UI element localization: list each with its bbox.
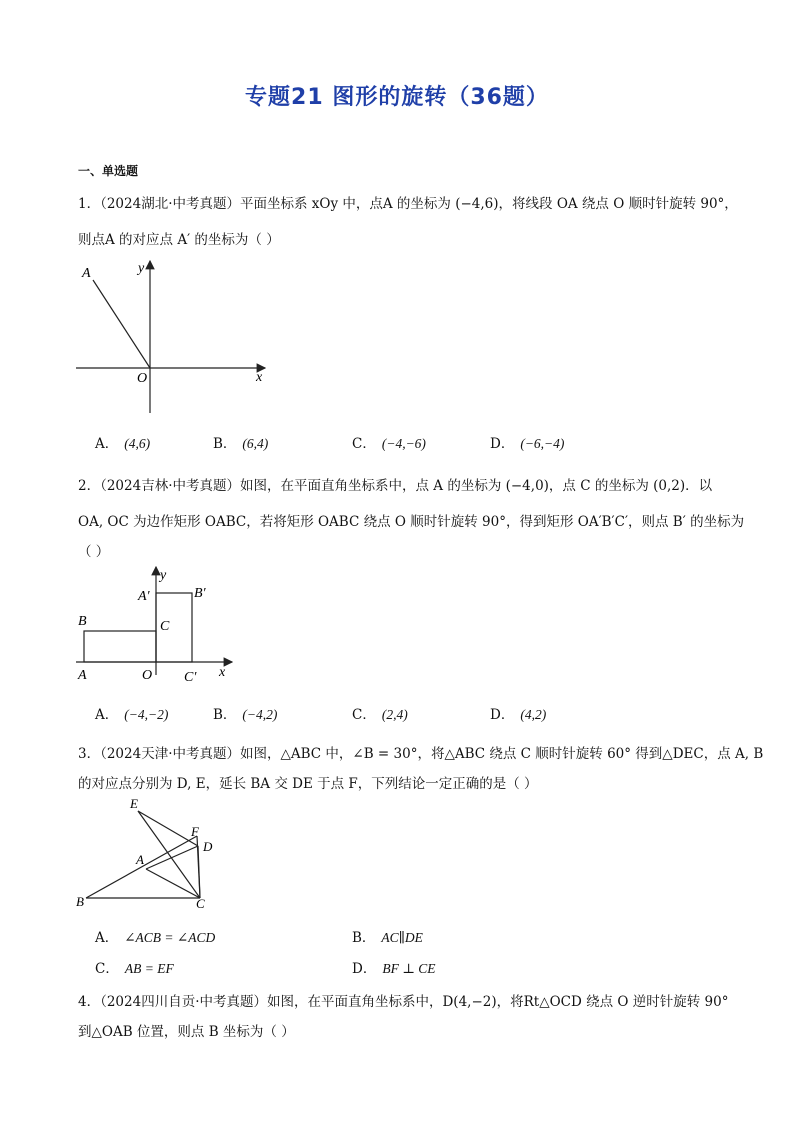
q1-option-a[interactable]: A． (4,6) — [95, 436, 151, 452]
q3-option-a[interactable]: A． ∠ACB = ∠ACD — [95, 930, 216, 946]
q2-option-b[interactable]: B． (−4,2) — [213, 707, 278, 723]
q3-option-b[interactable]: B． AC∥DE — [352, 930, 423, 946]
q2-label-c-prime: C′ — [184, 670, 197, 685]
q2-text-line2: OA, OC 为边作矩形 OABC，若将矩形 OABC 绕点 O 顺时针旋转 90°，得到矩形 OA′B′C′，则点 B′ 的坐标为 — [78, 514, 745, 530]
q3-label-a: A — [136, 852, 144, 867]
q1-label-x: x — [256, 370, 263, 385]
q2-figure — [72, 563, 247, 688]
q3-option-d[interactable]: D． BF ⊥ CE — [352, 961, 436, 977]
q2-rect-oabc — [84, 631, 156, 662]
q3-text-line2: 的对应点分别为 D, E，延长 BA 交 DE 于点 F，下列结论一定正确的是（ ） — [78, 776, 538, 792]
q3-label-f: F — [191, 824, 199, 839]
q1-option-b[interactable]: B． (6,4) — [213, 436, 269, 452]
q3-label-c: C — [196, 896, 205, 911]
section-heading: 一、单选题 — [78, 164, 139, 178]
q2-option-c[interactable]: C． (2,4) — [352, 707, 408, 723]
q1-text-line1: 1．（2024湖北·中考真题）平面坐标系 xOy 中，点A 的坐标为 (−4,6)，将线段 OA 绕点 O 顺时针旋转 90°， — [78, 196, 738, 212]
q2-label-o: O — [142, 668, 153, 683]
q2-label-b: B — [78, 614, 87, 629]
page-title: 专题21 图形的旋转（36题） — [245, 85, 549, 110]
q2-label-c: C — [160, 619, 170, 634]
q3-figure — [72, 796, 222, 911]
q3-label-d: D — [203, 839, 213, 854]
q2-label-a-prime: A′ — [138, 589, 150, 604]
q3-segment-bf — [86, 836, 197, 898]
q3-segment-fc — [197, 836, 200, 898]
q2-label-b-prime: B′ — [194, 586, 206, 601]
q2-option-d[interactable]: D． (4,2) — [490, 707, 547, 723]
q1-option-c[interactable]: C． (−4,−6) — [352, 436, 426, 452]
q3-label-e: E — [130, 796, 138, 811]
q2-text-line3: （ ） — [78, 544, 110, 560]
q1-label-y: y — [138, 261, 145, 276]
q3-option-c[interactable]: C． AB = EF — [95, 961, 174, 977]
q3-label-b: B — [76, 894, 84, 909]
q1-label-o: O — [137, 371, 148, 386]
q2-label-a: A — [78, 668, 87, 683]
q3-segment-ed — [138, 811, 198, 846]
q3-segment-ac — [146, 869, 200, 898]
q3-text-line1: 3．（2024天津·中考真题）如图，△ABC 中，∠B = 30°，将△ABC 绕点 C 顺时针旋转 60° 得到△DEC，点 A, B — [78, 746, 764, 762]
q4-text-line1: 4．（2024四川自贡·中考真题）如图，在平面直角坐标系中，D(4,−2)，将Rt△OCD 绕点 O 逆时针旋转 90° — [78, 994, 729, 1010]
q1-label-a: A — [82, 266, 91, 281]
q1-segment-oa — [93, 280, 150, 368]
q2-option-a[interactable]: A． (−4,−2) — [95, 707, 169, 723]
q2-text-line1: 2．（2024吉林·中考真题）如图，在平面直角坐标系中，点 A 的坐标为 (−4,0)，点 C 的坐标为 (0,2)．以 — [78, 478, 713, 494]
q1-option-d[interactable]: D． (−6,−4) — [490, 436, 565, 452]
q2-label-x: x — [219, 665, 226, 680]
q4-text-line2: 到△OAB 位置，则点 B 坐标为（ ） — [78, 1024, 295, 1040]
q2-label-y: y — [160, 568, 167, 583]
q1-figure — [70, 255, 280, 420]
q1-text-line2: 则点A 的对应点 A′ 的坐标为（ ） — [78, 232, 280, 248]
